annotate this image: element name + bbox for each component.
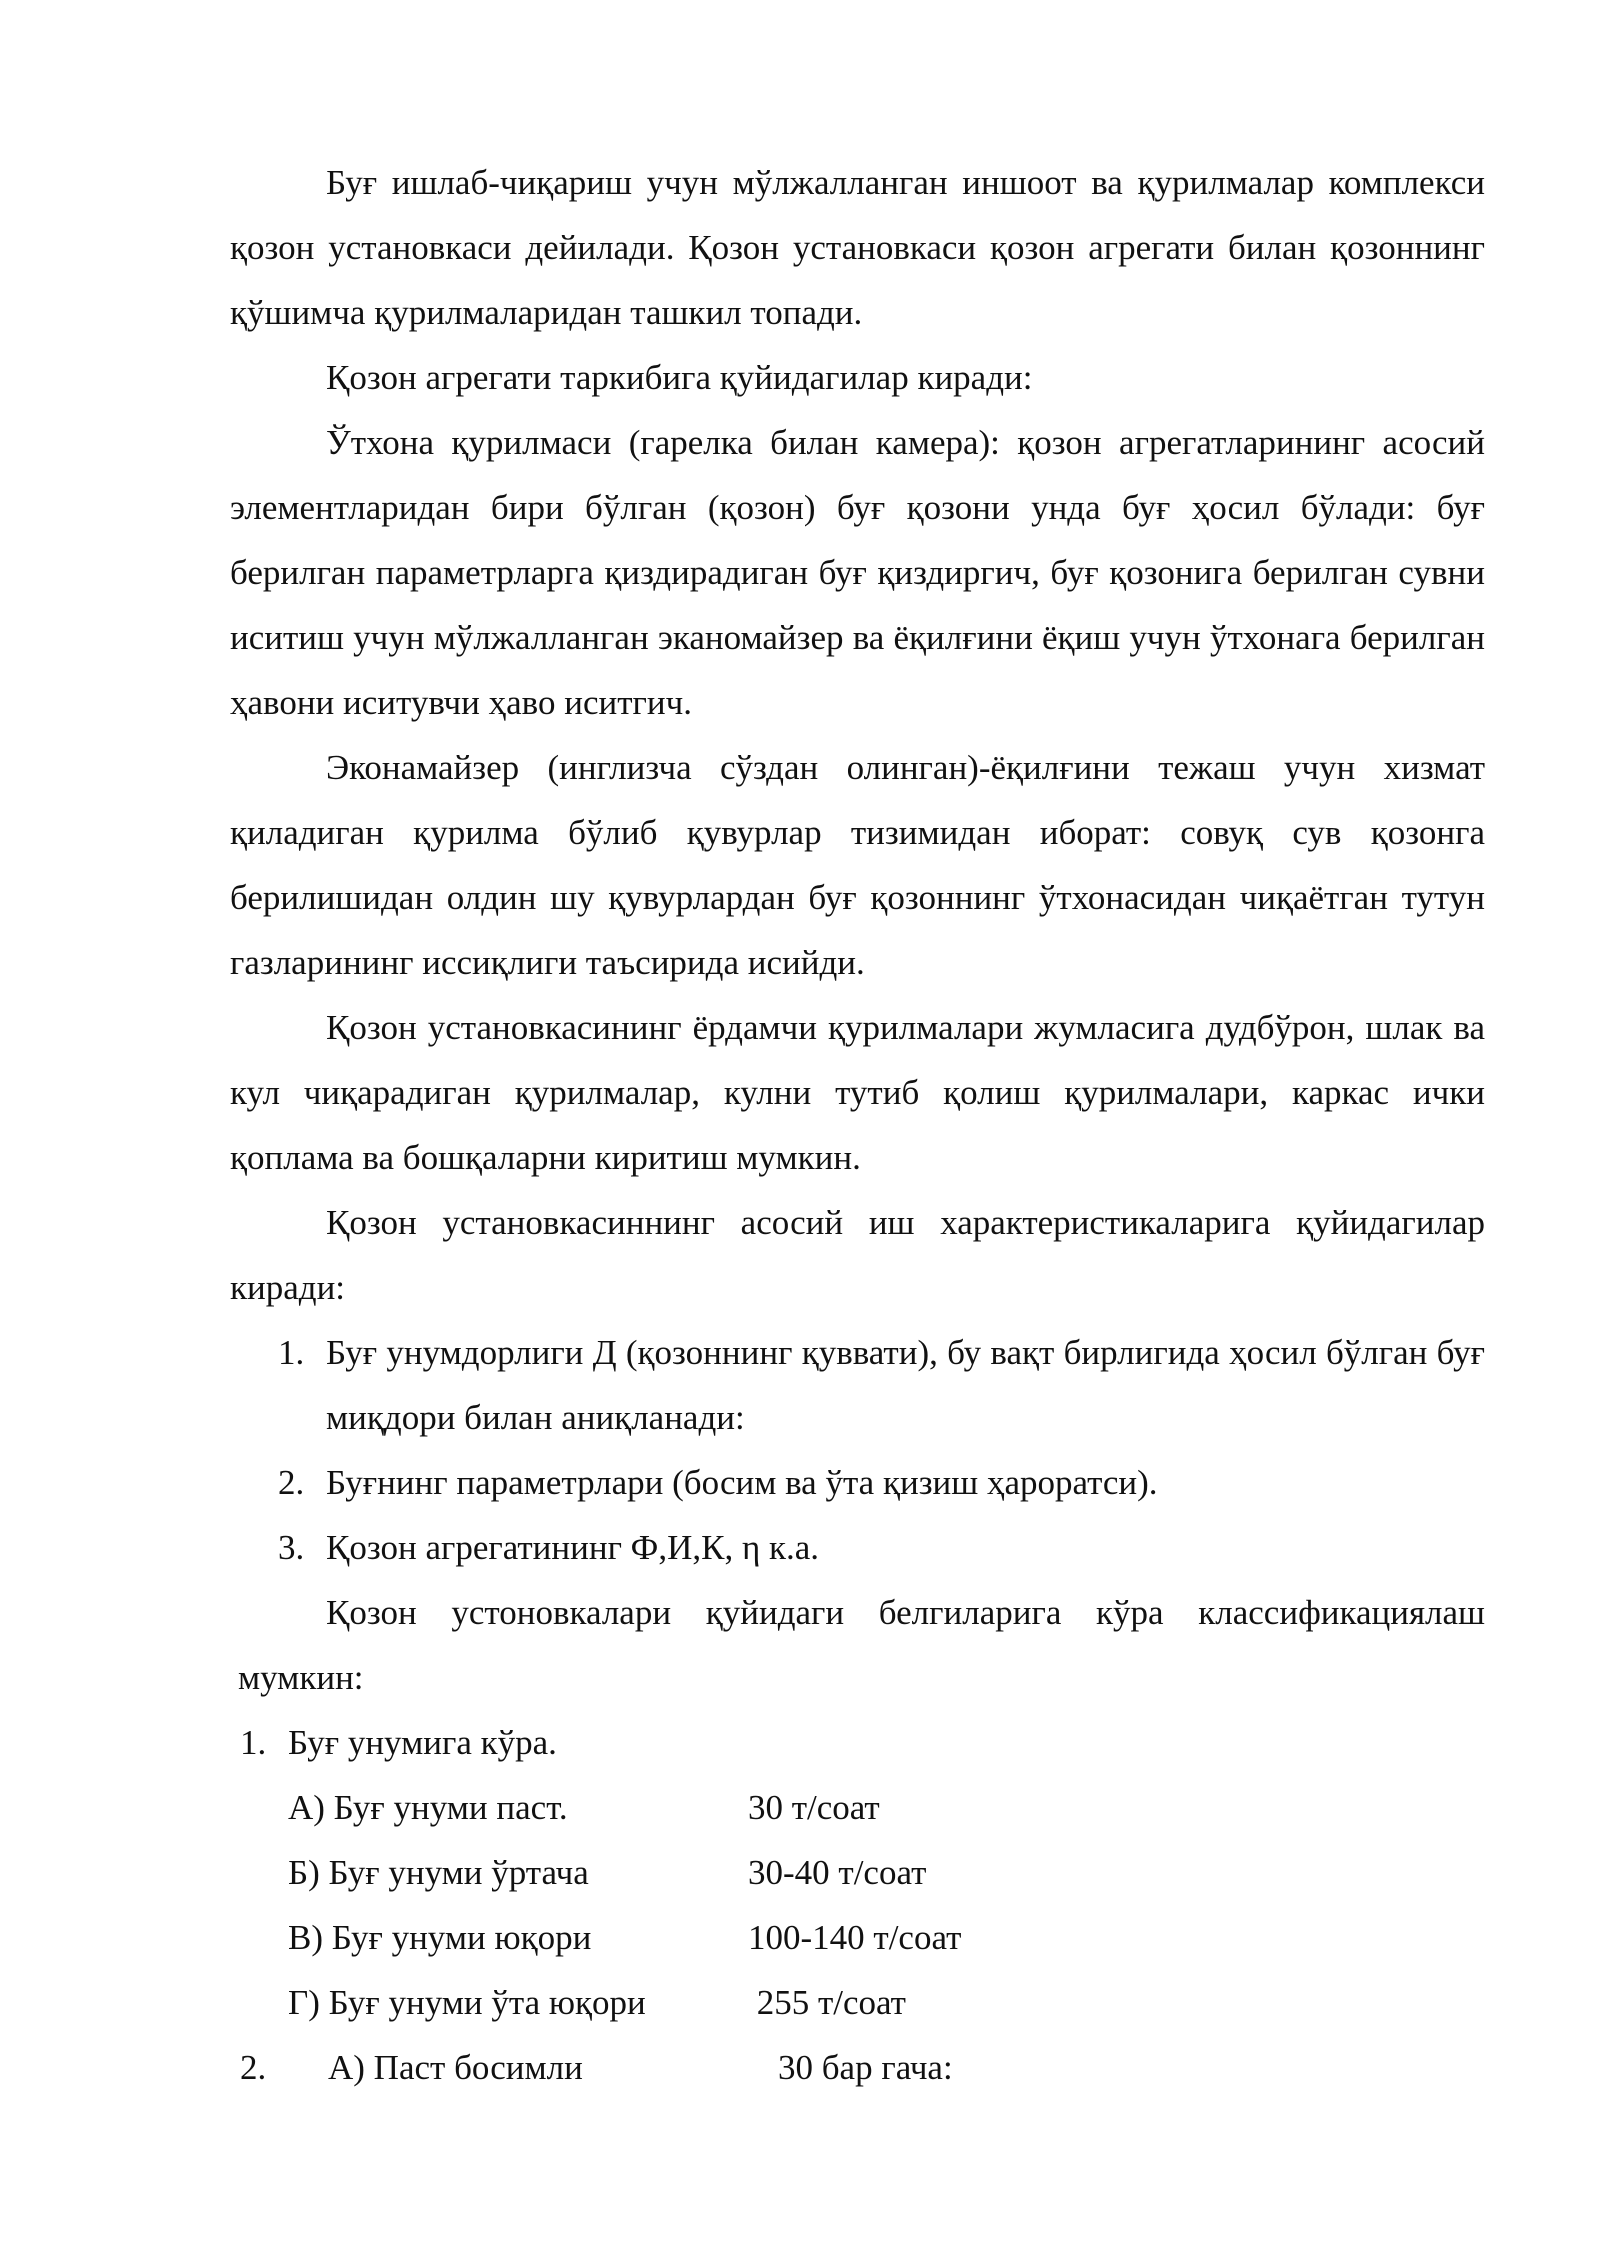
classification-row-label: В) Буғ унуми юқори bbox=[288, 1918, 592, 1957]
classification-row-label: Б) Буғ унуми ўртача bbox=[288, 1853, 589, 1892]
classification-group-steam-output bbox=[230, 1710, 1485, 1775]
paragraph-classification-intro-tail: мумкин: bbox=[238, 1658, 364, 1697]
paragraph-boiler-unit-composition: Қозон агрегати таркибига қуйидагилар киради: bbox=[326, 358, 1033, 397]
classification-row-label: А) Буғ унуми паст. bbox=[288, 1788, 568, 1827]
classification-row bbox=[230, 1905, 1485, 1970]
paragraph-main-characteristics: Қозон установкасиннинг асосий иш характеристикаларига қуйидагилар киради: bbox=[230, 1203, 1485, 1307]
list-item-text: Қозон агрегатининг Ф,И,К, η к.а. bbox=[326, 1528, 820, 1567]
classification-row bbox=[230, 1775, 1485, 1840]
list-item bbox=[230, 1320, 1485, 1450]
classification-row-label: Г) Буғ унуми ўта юқори bbox=[288, 1983, 646, 2022]
classification-row-value: 30-40 т/соат bbox=[748, 1853, 927, 1892]
classification-row-value: 30 т/соат bbox=[748, 1788, 880, 1827]
classification-group-title: Буғ унумига кўра. bbox=[288, 1723, 557, 1762]
classification-group-pressure bbox=[230, 2035, 1485, 2100]
list-item-number: 2. bbox=[278, 1463, 305, 1502]
list-item-number: 1. bbox=[278, 1333, 305, 1372]
classification-row-label: А) Паст босимли bbox=[328, 2048, 583, 2087]
list-item-number: 1. bbox=[240, 1723, 267, 1762]
classification-row-value: 30 бар гача: bbox=[778, 2048, 953, 2087]
list-item bbox=[230, 1515, 1485, 1580]
classification-row bbox=[230, 1970, 1485, 2035]
list-item-number: 3. bbox=[278, 1528, 305, 1567]
paragraph-furnace-device: Ўтхона қурилмаси (гарелка билан камера): қозон агрегатларининг асосий элементларидан бири бўлган (қозон) буғ қозони унда буғ ҳосил бўлади: буғ берилган параметрларга қиздирадиган буғ қиздиргич, буғ қозонига берилган сувни иситиш учун мўлжалланган эканомайзер ва ёқилғини ёқиш учун ўтхонага берилган ҳавони иситувчи ҳаво иситгич. bbox=[230, 423, 1485, 722]
list-item bbox=[230, 1450, 1485, 1515]
classification-row bbox=[230, 1840, 1485, 1905]
document-body bbox=[230, 150, 1485, 2100]
classification-row-value: 255 т/соат bbox=[748, 1983, 906, 2022]
paragraph-classification-intro: Қозон устоновкалари қуйидаги белгиларига кўра классификациялаш bbox=[326, 1593, 1485, 1632]
paragraph-economizer: Эконамайзер (инглизча сўздан олинган)-ёқилғини тежаш учун хизмат қиладиган қурилма бўлиб қувурлар тизимидан иборат: совуқ сув қозонга берилишидан олдин шу қувурлардан буғ қозоннинг ўтхонасидан чиқаётган тутун газларининг иссиқлиги таъсирида исийди. bbox=[230, 748, 1485, 982]
list-item-text: Буғнинг параметрлари (босим ва ўта қизиш ҳароратси). bbox=[326, 1463, 1158, 1502]
classification-row-value: 100-140 т/соат bbox=[748, 1918, 962, 1957]
characteristics-list bbox=[230, 1320, 1485, 1580]
list-item-number: 2. bbox=[240, 2048, 267, 2087]
paragraph-auxiliary-devices: Қозон установкасининг ёрдамчи қурилмалари жумласига дудбўрон, шлак ва кул чиқарадиган қурилмалар, кулни тутиб қолиш қурилмалари, каркас ички қоплама ва бошқаларни киритиш мумкин. bbox=[230, 1008, 1485, 1177]
list-item-text: Буғ унумдорлиги Д (қозоннинг қуввати), бу вақт бирлигида ҳосил бўлган буғ миқдори билан аниқланади: bbox=[326, 1333, 1485, 1437]
paragraph-boiler-installation-definition: Буғ ишлаб-чиқариш учун мўлжалланган иншоот ва қурилмалар комплекси қозон установкаси дейилади. Қозон установкаси қозон агрегати билан қозоннинг қўшимча қурилмаларидан ташкил топади. bbox=[230, 163, 1485, 332]
